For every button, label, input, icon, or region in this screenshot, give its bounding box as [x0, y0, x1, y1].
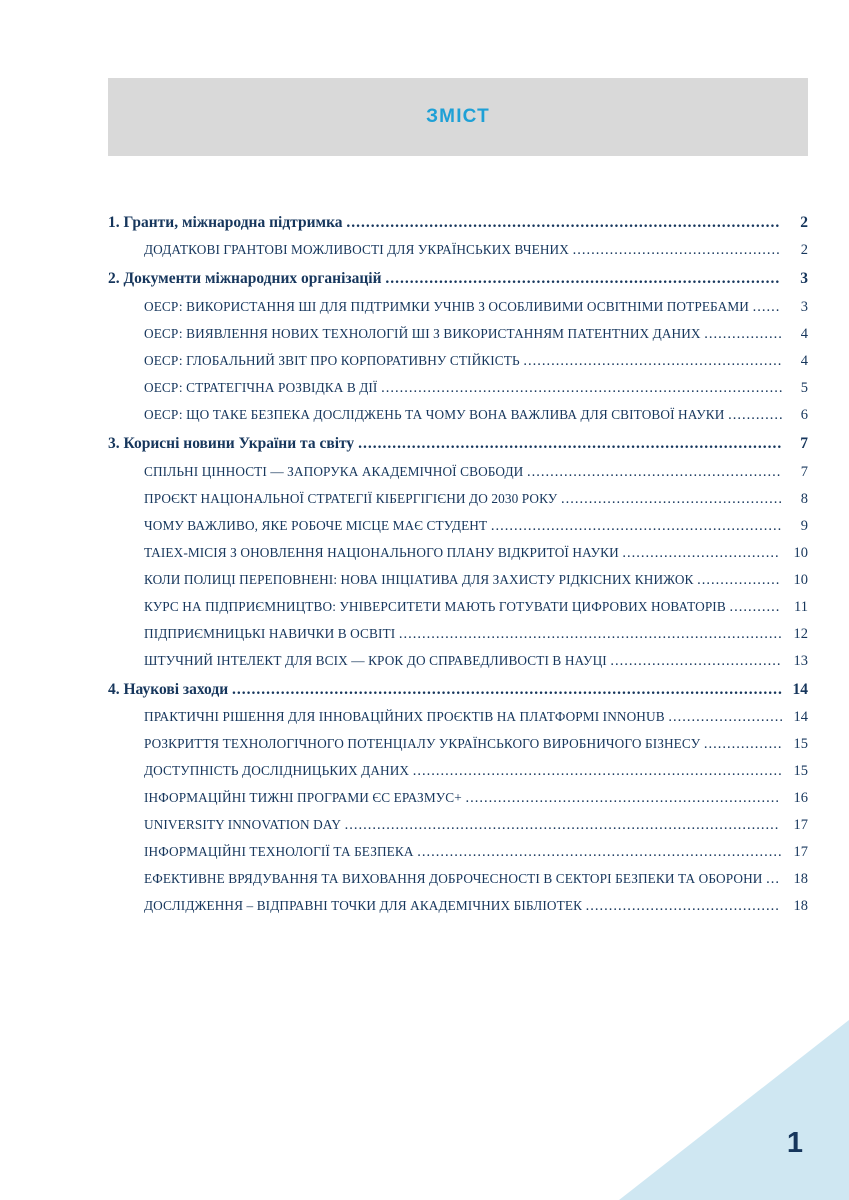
toc-entry[interactable] [108, 679, 808, 701]
toc-entry[interactable] [108, 489, 808, 510]
toc-entry[interactable] [108, 351, 808, 372]
toc-entry-label: РОЗКРИТТЯ ТЕХНОЛОГІЧНОГО ПОТЕНЦІАЛУ УКРАЇНСЬКОГО ВИРОБНИЧОГО БІЗНЕСУ [144, 736, 701, 752]
toc-entry-page-number: 12 [793, 625, 808, 642]
toc-leader-dots: ................................................................................................................. [232, 680, 783, 698]
toc-leader-dots: .......................................... [585, 898, 780, 915]
toc-entry[interactable] [108, 378, 808, 399]
toc-leader-dots: ....................................................... [526, 463, 782, 480]
toc-entry[interactable] [108, 516, 808, 537]
toc-leader-dots: ......................... [668, 709, 784, 726]
toc-entry-label: ІНФОРМАЦІЙНІ ТИЖНІ ПРОГРАМИ ЄС ЕРАЗМУС+ [144, 790, 462, 806]
toc-entry-page-number: 5 [800, 380, 808, 396]
toc-entry-label: СПІЛЬНІ ЦІННОСТІ — ЗАПОРУКА АКАДЕМІЧНОЇ СВОБОДИ [144, 463, 524, 479]
toc-entry-label: ДОСЛІДЖЕННЯ – ВІДПРАВНІ ТОЧКИ ДЛЯ АКАДЕМІЧНИХ БІБЛІОТЕК [144, 898, 583, 914]
toc-entry-page-number: 18 [793, 871, 808, 888]
toc-entry[interactable] [108, 405, 808, 426]
toc-leader-dots: ...... [752, 298, 781, 315]
toc-entry-label: 2. Документи міжнародних організацій [108, 270, 382, 288]
toc-entry-page-number: 10 [793, 544, 808, 561]
toc-entry[interactable] [108, 570, 808, 591]
toc-entry[interactable] [108, 268, 808, 290]
toc-entry-label: 3. Корисні новини України та світу [108, 435, 355, 453]
toc-entry-label: ЕФЕКТИВНЕ ВРЯДУВАННЯ ТА ВИХОВАННЯ ДОБРОЧЕСНОСТІ В СЕКТОРІ БЕЗПЕКИ ТА ОБОРОНИ [144, 871, 763, 887]
toc-entry[interactable] [108, 597, 808, 618]
toc-leader-dots: ........................................................ [523, 352, 783, 369]
toc-entry-label: КУРС НА ПІДПРИЄМНИЦТВО: УНІВЕРСИТЕТИ МАЮТЬ ГОТУВАТИ ЦИФРОВИХ НОВАТОРІВ [144, 598, 726, 614]
toc-entry[interactable] [108, 433, 808, 455]
toc-entry-label: КОЛИ ПОЛИЦІ ПЕРЕПОВНЕНІ: НОВА ІНІЦІАТИВА ДЛЯ ЗАХИСТУ РІДКІСНИХ КНИЖОК [144, 571, 694, 587]
corner-decoration [619, 1020, 849, 1200]
toc-entry[interactable] [108, 624, 808, 645]
page-title: ЗМІСТ [426, 106, 490, 127]
toc-entry[interactable] [108, 761, 808, 782]
toc-leader-dots: ............................................................... [490, 517, 783, 534]
toc-entry-page-number: 2 [800, 214, 808, 231]
toc-entry-page-number: 17 [793, 844, 808, 861]
toc-entry[interactable] [108, 842, 808, 863]
toc-leader-dots: ....................................................................................... [381, 380, 784, 396]
toc-leader-dots: ................. [703, 736, 783, 753]
toc-entry-page-number: 3 [800, 298, 808, 315]
toc-entry[interactable] [108, 788, 808, 809]
toc-entry-page-number: 18 [793, 898, 808, 915]
toc-entry-label: ІНФОРМАЦІЙНІ ТЕХНОЛОГІЇ ТА БЕЗПЕКА [144, 844, 414, 860]
toc-leader-dots: ................................................................................... [398, 625, 783, 642]
toc-entry-label: ПРАКТИЧНІ РІШЕННЯ ДЛЯ ІННОВАЦІЙНИХ ПРОЄКТІВ НА ПЛАТФОРМІ INNOHUB [144, 709, 665, 725]
toc-leader-dots: ................................................................................ [412, 763, 783, 780]
toc-entry-page-number: 16 [793, 790, 808, 807]
toc-entry-page-number: 8 [800, 490, 808, 507]
toc-entry[interactable] [108, 869, 808, 890]
toc-leader-dots: ................. [704, 325, 783, 342]
toc-entry-label: ОЕСР: ВИЯВЛЕННЯ НОВИХ ТЕХНОЛОГІЙ ШІ З ВИКОРИСТАННЯМ ПАТЕНТНИХ ДАНИХ [144, 325, 701, 341]
toc-entry-page-number: 2 [800, 242, 808, 259]
toc-entry-page-number: 13 [793, 652, 808, 669]
toc-entry-label: ОЕСР: СТРАТЕГІЧНА РОЗВІДКА В ДІЇ [144, 380, 378, 395]
toc-leader-dots: ....................................................................................... [358, 435, 783, 453]
toc-entry-page-number: 10 [793, 571, 808, 588]
toc-entry-label: ОЕСР: ГЛОБАЛЬНИЙ ЗВІТ ПРО КОРПОРАТИВНУ СТІЙКІСТЬ [144, 352, 520, 368]
toc-entry[interactable] [108, 240, 808, 261]
toc-entry-page-number: 4 [800, 325, 808, 342]
toc-leader-dots: .................. [697, 571, 781, 588]
toc-leader-dots: ......................................................................................... [346, 214, 781, 231]
toc-entry-label: ПРОЄКТ НАЦІОНАЛЬНОЇ СТРАТЕГІЇ КІБЕРГІГІЄНИ ДО 2030 РОКУ [144, 490, 558, 506]
toc-entry-label: 1. Гранти, міжнародна підтримка [108, 214, 343, 231]
toc-entry[interactable] [108, 297, 808, 318]
toc-leader-dots: ............................................. [572, 242, 781, 259]
toc-entry-label: ЧОМУ ВАЖЛИВО, ЯКЕ РОБОЧЕ МІСЦЕ МАЄ СТУДЕНТ [144, 517, 488, 533]
toc-entry[interactable] [108, 543, 808, 564]
toc-entry[interactable] [108, 815, 808, 836]
toc-entry[interactable] [108, 651, 808, 672]
toc-entry-page-number: 11 [794, 598, 808, 615]
toc-entry-label: ШТУЧНИЙ ІНТЕЛЕКТ ДЛЯ ВСІХ — КРОК ДО СПРАВЕДЛИВОСТІ В НАУЦІ [144, 652, 607, 668]
toc-leader-dots: ............ [728, 407, 784, 424]
toc-entry-page-number: 15 [793, 736, 808, 753]
toc-leader-dots: .................................. [622, 544, 780, 561]
toc-entry[interactable] [108, 707, 808, 728]
toc-entry-page-number: 7 [800, 435, 808, 453]
toc-entry-label: ДОСТУПНІСТЬ ДОСЛІДНИЦЬКИХ ДАНИХ [144, 763, 410, 779]
contents-header-band [108, 78, 808, 156]
toc-entry-page-number: 9 [800, 517, 808, 534]
toc-entry-label: ДОДАТКОВІ ГРАНТОВІ МОЖЛИВОСТІ ДЛЯ УКРАЇНСЬКИХ ВЧЕНИХ [144, 242, 569, 258]
toc-entry-page-number: 17 [793, 817, 808, 834]
table-of-contents [108, 205, 808, 919]
toc-entry-page-number: 7 [800, 463, 808, 480]
toc-leader-dots: .............................................................................................. [344, 817, 780, 834]
toc-entry[interactable] [108, 462, 808, 483]
toc-entry-page-number: 4 [800, 352, 808, 369]
toc-entry[interactable] [108, 734, 808, 755]
toc-leader-dots: ................................................ [560, 490, 783, 507]
toc-entry-label: TAIEX-МІСІЯ З ОНОВЛЕННЯ НАЦІОНАЛЬНОГО ПЛАНУ ВІДКРИТОЇ НАУКИ [144, 544, 619, 560]
toc-entry-page-number: 14 [792, 680, 808, 698]
toc-entry-label: ОЕСР: ЩО ТАКЕ БЕЗПЕКА ДОСЛІДЖЕНЬ ТА ЧОМУ ВОНА ВАЖЛИВА ДЛЯ СВІТОВОЇ НАУКИ [144, 407, 725, 423]
toc-entry-label: 4. Наукові заходи [108, 680, 229, 698]
toc-leader-dots: .................................................................... [465, 790, 780, 807]
toc-leader-dots: ................................................................................. [385, 270, 781, 288]
toc-entry[interactable] [108, 324, 808, 345]
toc-entry-page-number: 3 [800, 270, 808, 288]
page-number: 1 [786, 1127, 803, 1159]
toc-entry-label: UNIVERSITY INNOVATION DAY [144, 817, 342, 833]
toc-entry[interactable] [108, 212, 808, 234]
toc-entry-label: ОЕСР: ВИКОРИСТАННЯ ШІ ДЛЯ ПІДТРИМКИ УЧНІВ З ОСОБЛИВИМИ ОСВІТНІМИ ПОТРЕБАМИ [144, 298, 749, 314]
toc-entry-page-number: 15 [793, 763, 808, 780]
toc-entry-page-number: 14 [793, 709, 808, 726]
toc-entry-page-number: 6 [800, 407, 808, 424]
toc-leader-dots: ............................................................................... [417, 844, 783, 861]
toc-entry[interactable] [108, 896, 808, 917]
toc-leader-dots: ..................................... [610, 652, 782, 669]
toc-leader-dots: ........... [729, 598, 781, 615]
toc-entry-label: ПІДПРИЄМНИЦЬКІ НАВИЧКИ В ОСВІТІ [144, 625, 396, 641]
toc-leader-dots: ... [766, 871, 780, 888]
